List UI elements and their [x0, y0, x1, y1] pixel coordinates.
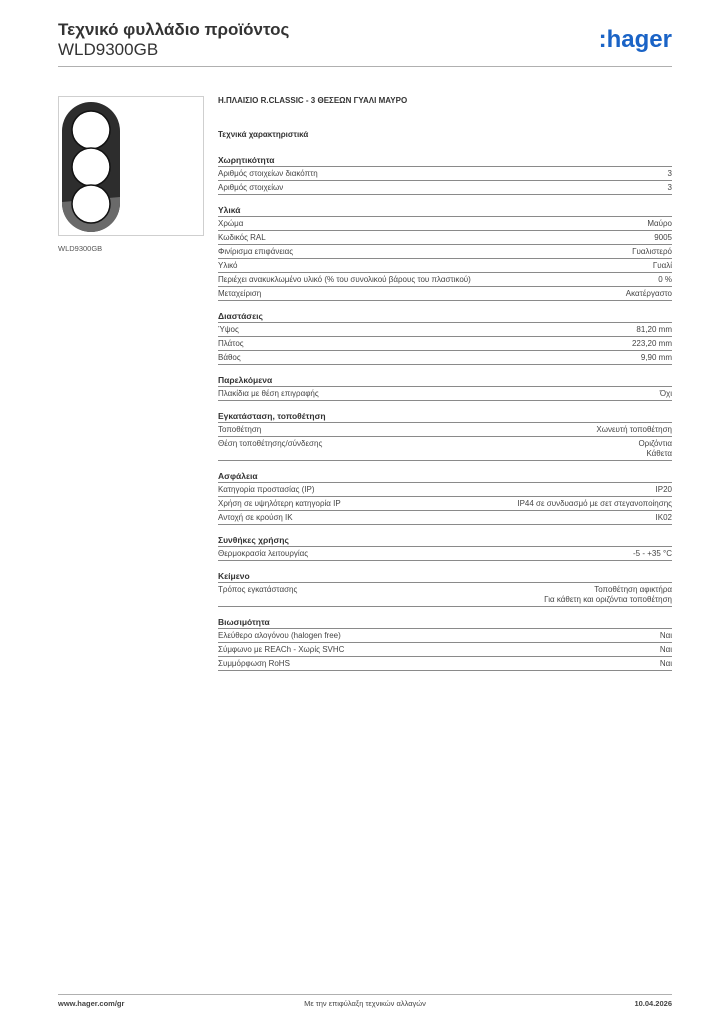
- page-footer: [58, 999, 672, 1011]
- footer-url[interactable]: www.hager.com/gr: [58, 999, 125, 1008]
- spec-section: [218, 154, 672, 195]
- header-divider: [58, 66, 672, 67]
- spec-row: [218, 273, 672, 287]
- spec-value: 223,20 mm: [631, 339, 672, 348]
- section-title: Ασφάλεια: [218, 470, 672, 483]
- page-header: [58, 20, 672, 68]
- document-title: Τεχνικό φυλλάδιο προϊόντος: [58, 20, 290, 39]
- spec-section: [218, 570, 672, 607]
- spec-label: Υλικό: [218, 261, 238, 270]
- spec-sections: [218, 154, 672, 671]
- spec-row: [218, 167, 672, 181]
- spec-value: Γυαλιστερό: [632, 247, 672, 256]
- spec-value: Γυαλί: [652, 261, 672, 270]
- spec-value: -5 - +35 °C: [633, 549, 672, 558]
- spec-value: Ναι: [659, 631, 672, 640]
- spec-value: Τοποθέτηση αφικτήρα Για κάθετη και οριζόντια τοποθέτηση: [544, 585, 672, 604]
- spec-row: [218, 583, 672, 607]
- hager-logo: [582, 24, 672, 54]
- spec-row: [218, 483, 672, 497]
- spec-row: [218, 217, 672, 231]
- image-caption: WLD9300GB: [58, 244, 103, 253]
- spec-label: Τρόπος εγκατάστασης: [218, 585, 298, 594]
- section-title: Υλικά: [218, 204, 672, 217]
- spec-value: 3: [667, 169, 672, 178]
- spec-label: Συμμόρφωση RoHS: [218, 659, 290, 668]
- spec-value: Μαύρο: [647, 219, 672, 228]
- spec-row: [218, 497, 672, 511]
- spec-row: [218, 287, 672, 301]
- footer-divider: [58, 994, 672, 995]
- spec-row: [218, 547, 672, 561]
- spec-value: IK02: [655, 513, 672, 522]
- spec-value: Ναι: [659, 659, 672, 668]
- spec-value: IP20: [655, 485, 672, 494]
- spec-label: Χρήση σε υψηλότερη κατηγορία IP: [218, 499, 341, 508]
- section-title: Διαστάσεις: [218, 310, 672, 323]
- spec-label: Αντοχή σε κρούση IK: [218, 513, 293, 522]
- product-name: Η.ΠΛΑΙΣΙΟ R.CLASSIC - 3 ΘΕΣΕΩΝ ΓΥΑΛΙ ΜΑΥΡΟ: [218, 96, 408, 105]
- logo-text: :hager: [598, 26, 672, 53]
- footer-note: Με την επιφύλαξη τεχνικών αλλαγών: [304, 999, 426, 1008]
- spec-label: Χρώμα: [218, 219, 244, 228]
- spec-row: [218, 437, 672, 461]
- spec-label: Κωδικός RAL: [218, 233, 266, 242]
- section-title: Συνθήκες χρήσης: [218, 534, 672, 547]
- spec-row: [218, 231, 672, 245]
- spec-section: [218, 204, 672, 301]
- spec-label: Βάθος: [218, 353, 241, 362]
- spec-section: [218, 410, 672, 461]
- spec-value: 9,90 mm: [640, 353, 672, 362]
- spec-content: [218, 96, 672, 680]
- spec-value: IP44 σε συνδυασμό με σετ στεγανοποίησης: [517, 499, 672, 508]
- spec-label: Μεταχείριση: [218, 289, 262, 298]
- spec-row: [218, 337, 672, 351]
- spec-row: [218, 629, 672, 643]
- spec-label: Αριθμός στοιχείων: [218, 183, 284, 192]
- spec-section: [218, 310, 672, 365]
- product-code: WLD9300GB: [58, 40, 159, 59]
- spec-section: [218, 470, 672, 525]
- spec-label: Κατηγορία προστασίας (IP): [218, 485, 315, 494]
- spec-value: 3: [667, 183, 672, 192]
- tech-heading: Τεχνικά χαρακτηριστικά: [218, 130, 309, 139]
- spec-label: Σύμφωνο με REACh - Χωρίς SVHC: [218, 645, 345, 654]
- spec-section: [218, 616, 672, 671]
- spec-label: Περιέχει ανακυκλωμένο υλικό (% του συνολικού βάρους του πλαστικού): [218, 275, 471, 284]
- spec-row: [218, 351, 672, 365]
- spec-section: [218, 374, 672, 401]
- spec-row: [218, 423, 672, 437]
- spec-value: Ναι: [659, 645, 672, 654]
- footer-date: 10.04.2026: [634, 999, 672, 1008]
- spec-label: Πλάτος: [218, 339, 244, 348]
- spec-section: [218, 534, 672, 561]
- spec-label: Θερμοκρασία λειτουργίας: [218, 549, 309, 558]
- spec-value: Χωνευτή τοποθέτηση: [596, 425, 672, 434]
- spec-value: 0 %: [658, 275, 672, 284]
- spec-label: Ύψος: [218, 325, 239, 334]
- section-title: Χωρητικότητα: [218, 154, 672, 167]
- spec-value: 9005: [654, 233, 672, 242]
- spec-label: Ελεύθερο αλογόνου (halogen free): [218, 631, 341, 640]
- spec-row: [218, 511, 672, 525]
- spec-row: [218, 387, 672, 401]
- spec-row: [218, 323, 672, 337]
- spec-label: Πλακίδια με θέση επιγραφής: [218, 389, 319, 398]
- spec-value: Όχι: [659, 389, 672, 398]
- spec-value: 81,20 mm: [636, 325, 672, 334]
- spec-row: [218, 643, 672, 657]
- product-image: [58, 96, 204, 236]
- spec-label: Θέση τοποθέτησης/σύνδεσης: [218, 439, 323, 448]
- spec-label: Τοποθέτηση: [218, 425, 262, 434]
- spec-row: [218, 657, 672, 671]
- spec-label: Αριθμός στοιχείων διακόπτη: [218, 169, 318, 178]
- spec-value: Οριζόντια Κάθετα: [638, 439, 672, 458]
- spec-value: Ακατέργαστο: [625, 289, 672, 298]
- section-title: Παρελκόμενα: [218, 374, 672, 387]
- frame-illustration: [59, 97, 203, 235]
- spec-label: Φινίρισμα επιφάνειας: [218, 247, 294, 256]
- spec-row: [218, 259, 672, 273]
- spec-row: [218, 181, 672, 195]
- section-title: Εγκατάσταση, τοποθέτηση: [218, 410, 672, 423]
- spec-row: [218, 245, 672, 259]
- section-title: Βιωσιμότητα: [218, 616, 672, 629]
- section-title: Κείμενο: [218, 570, 672, 583]
